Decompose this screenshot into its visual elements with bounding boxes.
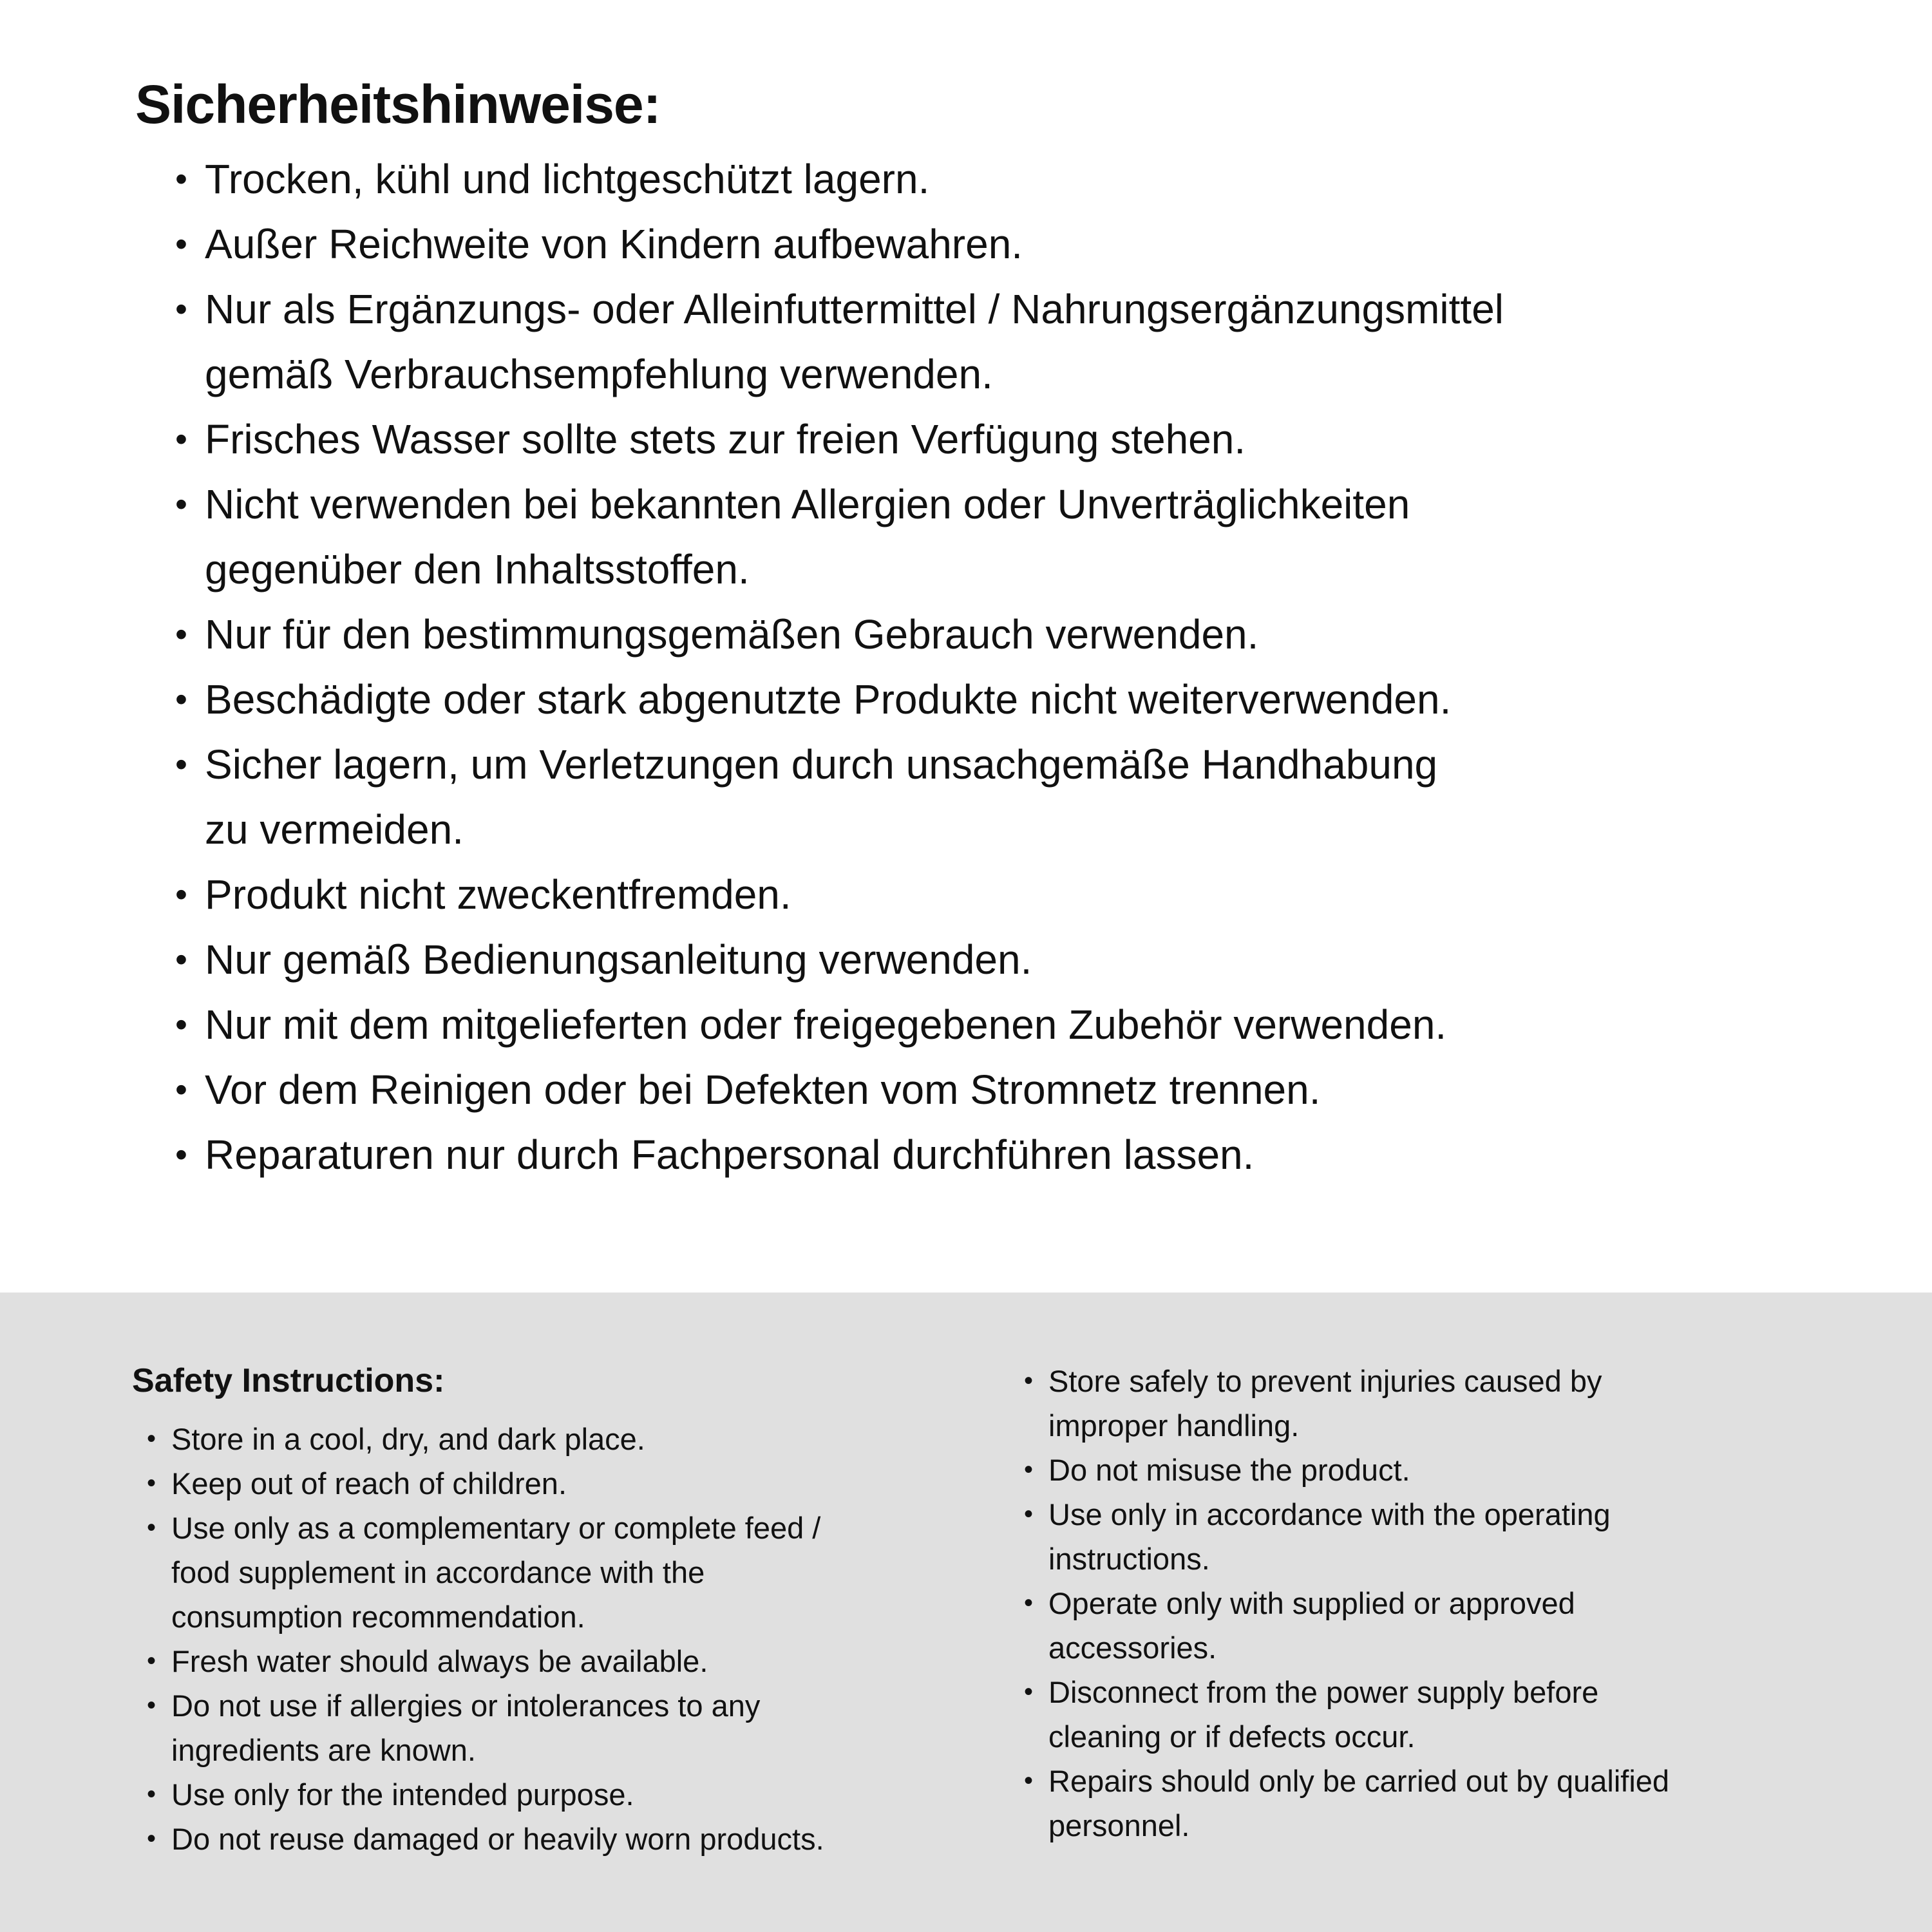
bullet-line: Reparaturen nur durch Fachpersonal durchführen lassen. <box>205 1132 1255 1178</box>
bullet-icon: • <box>175 680 187 719</box>
list-item <box>175 472 1504 602</box>
list-item <box>175 992 1504 1057</box>
bullet-line: Do not misuse the product. <box>1048 1453 1410 1487</box>
list-item <box>1024 1492 1669 1581</box>
list-item <box>175 927 1504 992</box>
list-item <box>175 667 1504 732</box>
bullet-icon: • <box>175 875 187 914</box>
bullet-line: Disconnect from the power supply before <box>1048 1675 1599 1709</box>
list-item <box>147 1772 824 1817</box>
english-right-column <box>1024 1359 1669 1848</box>
bullet-line: instructions. <box>1048 1542 1210 1576</box>
bullet-icon: • <box>1024 1455 1034 1484</box>
list-item <box>147 1461 824 1506</box>
bullet-line: cleaning or if defects occur. <box>1048 1719 1416 1754</box>
bullet-line: zu vermeiden. <box>205 806 464 853</box>
list-item <box>147 1817 824 1861</box>
english-right-bullet-list <box>1024 1359 1669 1848</box>
bullet-line: Beschädigte oder stark abgenutzte Produkte nicht weiterverwenden. <box>205 676 1452 723</box>
bullet-icon: • <box>1024 1766 1034 1795</box>
bullet-line: Do not use if allergies or intolerances to any <box>171 1689 761 1723</box>
bullet-line: Operate only with supplied or approved <box>1048 1586 1575 1620</box>
bullet-line: Sicher lagern, um Verletzungen durch unsachgemäße Handhabung <box>205 741 1438 788</box>
list-item <box>175 277 1504 407</box>
bullet-icon: • <box>1024 1367 1034 1395</box>
bullet-icon: • <box>1024 1678 1034 1706</box>
bullet-line: personnel. <box>1048 1808 1190 1842</box>
bullet-line: Repairs should only be carried out by qualified <box>1048 1764 1670 1798</box>
bullet-icon: • <box>1024 1589 1034 1617</box>
english-left-column <box>132 1359 824 1861</box>
bullet-line: consumption recommendation. <box>171 1600 585 1634</box>
list-item <box>175 212 1504 277</box>
english-left-bullet-list <box>147 1417 824 1861</box>
bullet-line: Store in a cool, dry, and dark place. <box>171 1422 645 1456</box>
english-safety-section <box>0 1293 1932 1932</box>
list-item <box>147 1506 824 1639</box>
bullet-icon: • <box>147 1425 156 1453</box>
list-item <box>175 862 1504 927</box>
bullet-line: gegenüber den Inhaltsstoffen. <box>205 546 750 592</box>
bullet-icon: • <box>147 1469 156 1497</box>
bullet-icon: • <box>147 1647 156 1675</box>
bullet-line: Fresh water should always be available. <box>171 1644 708 1678</box>
bullet-icon: • <box>147 1691 156 1719</box>
bullet-icon: • <box>175 940 187 979</box>
bullet-line: ingredients are known. <box>171 1733 476 1767</box>
list-item <box>175 602 1504 667</box>
bullet-line: Außer Reichweite von Kindern aufbewahren. <box>205 221 1023 267</box>
list-item <box>175 147 1504 212</box>
bullet-icon: • <box>175 1135 187 1174</box>
bullet-icon: • <box>175 1005 187 1044</box>
bullet-icon: • <box>147 1513 156 1542</box>
german-bullet-list <box>175 147 1504 1188</box>
bullet-line: Use only for the intended purpose. <box>171 1777 634 1812</box>
bullet-icon: • <box>147 1780 156 1808</box>
list-item <box>1024 1448 1669 1492</box>
bullet-line: Vor dem Reinigen oder bei Defekten vom Stromnetz trennen. <box>205 1066 1321 1113</box>
bullet-line: Trocken, kühl und lichtgeschützt lagern. <box>205 156 930 202</box>
bullet-icon: • <box>147 1824 156 1853</box>
list-item <box>1024 1359 1669 1448</box>
bullet-line: Nur mit dem mitgelieferten oder freigegebenen Zubehör verwenden. <box>205 1001 1447 1048</box>
bullet-line: Nicht verwenden bei bekannten Allergien oder Unverträglichkeiten <box>205 481 1410 527</box>
bullet-line: Keep out of reach of children. <box>171 1466 567 1501</box>
bullet-icon: • <box>175 420 187 459</box>
bullet-icon: • <box>175 745 187 784</box>
bullet-icon: • <box>175 160 187 198</box>
bullet-icon: • <box>175 485 187 524</box>
bullet-line: Frisches Wasser sollte stets zur freien Verfügung stehen. <box>205 416 1246 462</box>
bullet-line: Nur für den bestimmungsgemäßen Gebrauch verwenden. <box>205 611 1259 658</box>
list-item <box>147 1683 824 1772</box>
bullet-line: Use only in accordance with the operating <box>1048 1497 1611 1531</box>
bullet-line: improper handling. <box>1048 1408 1300 1443</box>
list-item <box>175 1122 1504 1188</box>
list-item <box>147 1417 824 1461</box>
bullet-line: Do not reuse damaged or heavily worn products. <box>171 1822 824 1856</box>
bullet-line: Use only as a complementary or complete feed / <box>171 1511 821 1545</box>
english-title: Safety Instructions: <box>132 1362 445 1399</box>
list-item <box>1024 1759 1669 1848</box>
list-item <box>1024 1670 1669 1759</box>
bullet-line: gemäß Verbrauchsempfehlung verwenden. <box>205 351 993 397</box>
bullet-icon: • <box>175 1070 187 1109</box>
bullet-line: Nur gemäß Bedienungsanleitung verwenden. <box>205 936 1032 983</box>
bullet-icon: • <box>175 290 187 328</box>
list-item <box>175 1057 1504 1122</box>
bullet-icon: • <box>1024 1500 1034 1528</box>
german-title: Sicherheitshinweise: <box>135 74 661 135</box>
list-item <box>147 1639 824 1683</box>
list-item <box>175 732 1504 862</box>
bullet-line: Produkt nicht zweckentfremden. <box>205 871 791 918</box>
bullet-icon: • <box>175 615 187 654</box>
bullet-icon: • <box>175 225 187 263</box>
bullet-line: accessories. <box>1048 1631 1217 1665</box>
bullet-line: Nur als Ergänzungs- oder Alleinfuttermittel / Nahrungsergänzungsmittel <box>205 286 1504 332</box>
list-item <box>1024 1581 1669 1670</box>
list-item <box>175 407 1504 472</box>
bullet-line: food supplement in accordance with the <box>171 1555 705 1589</box>
bullet-line: Store safely to prevent injuries caused by <box>1048 1364 1602 1398</box>
